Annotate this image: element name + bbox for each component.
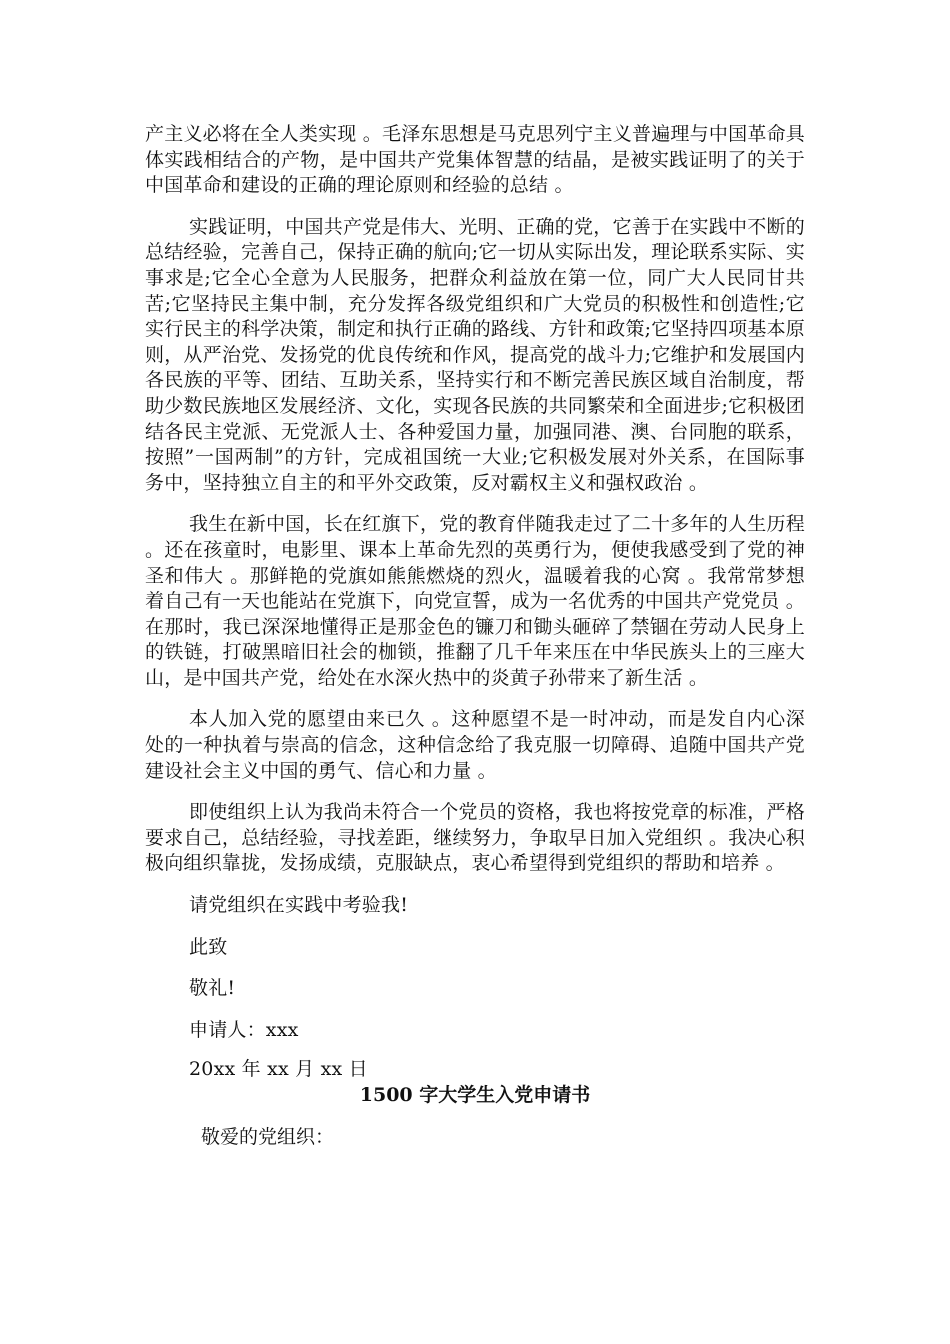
paragraph-desire: 本人加入党的愿望由来已久 。这种愿望不是一时冲动，而是发自内心深处的一种执着与崇高的信念，这种信念给了我克服一切障碍、追随中国共产党建设社会主义中国的勇气、信心和力量 。 <box>145 708 805 782</box>
closing-jing-li: 敬礼! <box>189 977 236 1000</box>
paragraph-personal-background: 我生在新中国，长在红旗下，党的教育伴随我走过了二十多年的人生历程 。还在孩童时，电影里、课本上革命先烈的英勇行为，便使我感受到了党的神圣和伟大 。那鲜艳的党旗如熊熊燃烧的烈火，温暖着我的心窝 。我常常梦想着自己有一天也能站在党旗下，向党宣誓，成为一名优秀的中国共产党党员 。在那时，我已深深地懂得正是那金色的镰刀和锄头砸碎了禁锢在劳动人民身上的铁链，打破黑暗旧社会的枷锁，推翻了几千年来压在中华民族头上的三座大山，是中国共产党，给处在水深火热中的炎黄子孙带来了新生活 。 <box>145 513 805 689</box>
next-document-title: 1500 字大学生入党申请书 <box>359 1084 591 1106</box>
closing-ci-zhi: 此致 <box>189 935 228 958</box>
paragraph-ideology-continuation: 产主义必将在全人类实现 。毛泽东思想是马克思列宁主义普遍理与中国革命具体实践相结合的产物，是中国共产党集体智慧的结晶，是被实践证明了的关于中国革命和建设的正确的理论原则和经验的总结 。 <box>145 123 805 197</box>
closing-applicant: 申请人：xxx <box>189 1018 299 1041</box>
closing-request: 请党组织在实践中考验我! <box>189 894 409 917</box>
paragraph-practice-proves: 实践证明，中国共产党是伟大、光明、正确的党，它善于在实践中不断的总结经验，完善自己，保持正确的航向;它一切从实际出发，理论联系实际、实事求是;它全心全意为人民服务，把群众利益放在第一位，同广大人民同甘共苦;它坚持民主集中制，充分发挥各级党组织和广大党员的积极性和创造性;它实行民主的科学决策，制定和执行正确的路线、方针和政策;它坚持四项基本原则，从严治党、发扬党的优良传统和作风，提高党的战斗力;它维护和发展国内各民族的平等、团结、互助关系，坚持实行和不断完善民族区域自治制度，帮助少数民族地区发展经济、文化，实现各民族的共同繁荣和全面进步;它积极团结各民主党派、无党派人士、各种爱国力量，加强同港、澳、台同胞的联系，按照”一国两制”的方针，完成祖国统一大业;它积极发展对外关系，在国际事务中，坚持独立自主的和平外交政策，反对霸权主义和强权政治 。 <box>145 215 805 494</box>
closing-date: 20xx 年 xx 月 xx 日 <box>189 1058 368 1081</box>
paragraph-commitment: 即使组织上认为我尚未符合一个党员的资格，我也将按党章的标准，严格要求自己，总结经验，寻找差距，继续努力，争取早日加入党组织 。我决心积极向组织靠拢，发扬成绩，克服缺点，衷心希望得到党组织的帮助和培养 。 <box>145 801 805 875</box>
next-document-salutation: 敬爱的党组织： <box>201 1126 335 1148</box>
document-page <box>145 122 805 1150</box>
